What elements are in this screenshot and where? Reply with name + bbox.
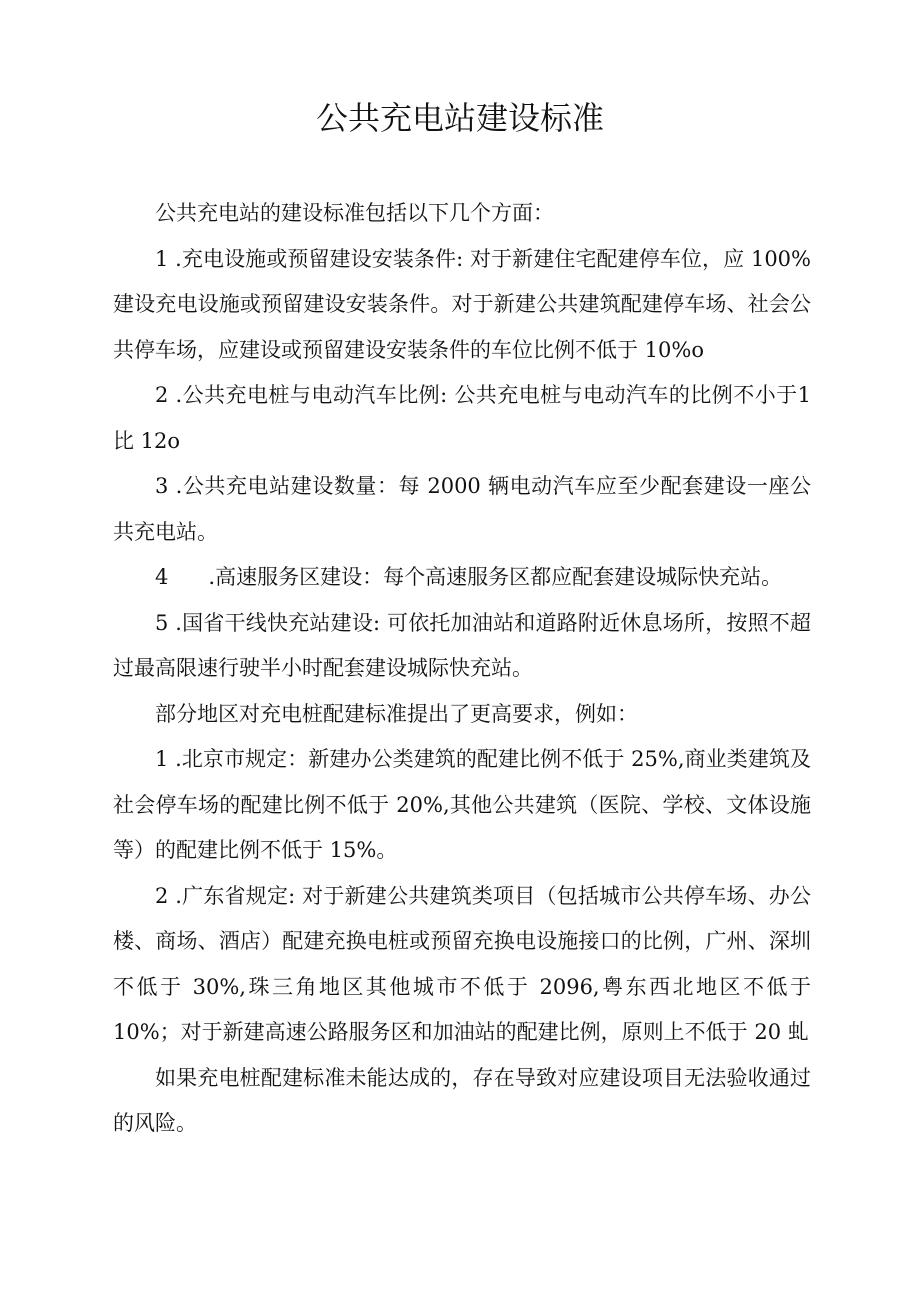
document-body xyxy=(113,191,811,1147)
standard-item-3: 3 .公共充电站建设数量：每 2000 辆电动汽车应至少配套建设一座公共充电站。 xyxy=(113,474,811,544)
standard-item-4: 4 .高速服务区建设：每个高速服务区都应配套建设城际快充站。 xyxy=(155,565,783,589)
closing-paragraph: 如果充电桩配建标准未能达成的，存在导致对应建设项目无法验收通过的风险。 xyxy=(113,1065,811,1135)
regional-intro-paragraph: 部分地区对充电桩配建标准提出了更高要求，例如： xyxy=(155,701,638,726)
intro-paragraph: 公共充电站的建设标准包括以下几个方面： xyxy=(155,201,554,225)
regional-item-2: 2 .广东省规定: 对于新建公共建筑类项目（包括城市公共停车场、办公楼、商场、酒店）配建充换电桩或预留充换电设施接口的比例，广州、深圳不低于 30%,珠三角地区其他城市不低于 2096,粤东西北地区不低于10%；对于新建高速公路服务区和加油站的配建比例，原则上不低于 20 虬 xyxy=(113,883,811,1044)
standard-item-1: 1 .充电设施或预留建设安装条件: 对于新建住宅配建停车位，应 100%建设充电设施或预留建设安装条件。对于新建公共建筑配建停车场、社会公共停车场，应建设或预留建设安装条件的车位比例不低于 10%o xyxy=(113,246,811,362)
regional-item-1: 1 .北京市规定：新建办公类建筑的配建比例不低于 25%,商业类建筑及社会停车场的配建比例不低于 20%,其他公共建筑（医院、学校、文体设施等）的配建比例不低于 15%。 xyxy=(113,747,811,862)
page-title: 公共充电站建设标准 xyxy=(315,99,604,137)
standard-item-5: 5 .国省干线快充站建设: 可依托加油站和道路附近休息场所，按照不超过最高限速行驶半小时配套建设城际快充站。 xyxy=(113,610,811,680)
standard-item-2: 2 .公共充电桩与电动汽车比例: 公共充电桩与电动汽车的比例不小于1 比 12o xyxy=(113,383,811,453)
